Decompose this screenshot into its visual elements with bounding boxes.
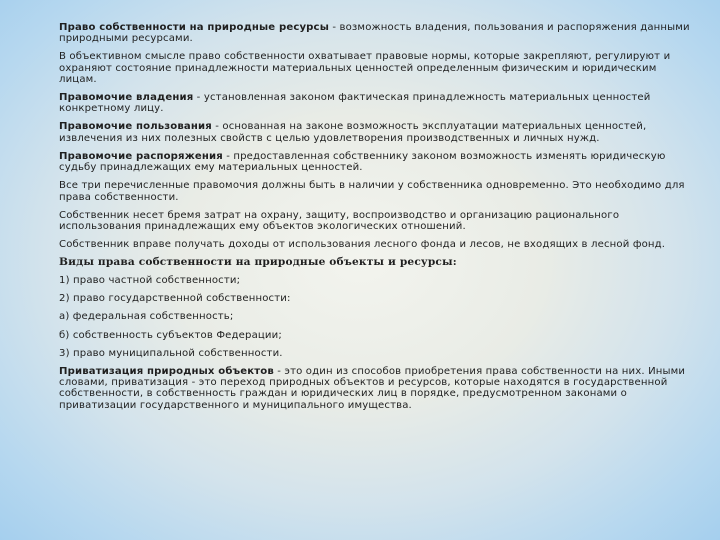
text-income: Собственник вправе получать доходы от использования лесного фонда и лесов, не входящих в лесной фонд. [59, 239, 666, 251]
paragraph-income [59, 239, 691, 250]
text-burden: Собственник несет бремя затрат на охрану, защиту, воспроизводство и организацию рационального использования принадлежащих ему объектов экологических отношений. [59, 209, 620, 232]
definition-use: - основанная на законе возможность эксплуатации материальных ценностей, извлечения из них полезных свойств с целью удовлетворения производственных и личных нужд. [59, 121, 647, 144]
paragraph-burden [59, 210, 691, 233]
text-all-three: Все три перечисленные правомочия должны быть в наличии у собственника одновременно. Это необходимо для права собственности. [59, 180, 685, 203]
text-objective-sense: В объективном смысле право собственности охватывает правовые нормы, которые закрепляют, регулируют и охраняют состояние принадлежности материальных ценностей определенным физическим и юридическим лицам. [59, 51, 671, 85]
type-item-municipal: 3) право муниципальной собственности. [59, 347, 283, 359]
paragraph-privatization [59, 366, 691, 411]
definition-ownership-right: - возможность владения, пользования и распоряжения данными природными ресурсами. [59, 22, 690, 45]
paragraph-all-three [59, 180, 691, 203]
term-use: Правомочие пользования [59, 121, 212, 133]
definition-privatization: - это один из способов приобретения права собственности на них. Иными словами, приватизация - это переход природных объектов и ресурсов, которые находятся в государственной собственности, в собственность граждан и юридических лиц в порядке, предусмотренном законами о приватизации государственного и муниципального имущества. [59, 365, 686, 411]
term-privatization: Приватизация природных объектов [59, 365, 274, 377]
definition-possession: - установленная законом фактическая принадлежность материальных ценностей конкретному лицу. [59, 92, 651, 115]
paragraph-disposal [59, 151, 691, 174]
type-item-federal: а) федеральная собственность; [59, 311, 234, 323]
slide-content [59, 22, 691, 418]
term-disposal: Правомочие распоряжения [59, 150, 223, 162]
types-heading: Виды права собственности на природные объекты и ресурсы: [59, 256, 457, 269]
paragraph-ownership-right [59, 22, 691, 45]
paragraph-objective-sense [59, 51, 691, 85]
term-ownership-right: Право собственности на природные ресурсы [59, 22, 329, 33]
type-item-federation-subjects: б) собственность субъектов Федерации; [59, 329, 282, 341]
paragraph-use [59, 121, 691, 144]
term-possession: Правомочие владения [59, 92, 194, 104]
type-item-private: 1) право частной собственности; [59, 275, 241, 287]
paragraph-possession [59, 92, 691, 115]
type-item-state: 2) право государственной собственности: [59, 293, 291, 305]
definition-disposal: - предоставленная собственнику законом возможность изменять юридическую судьбу принадлежащих ему материальных ценностей. [59, 150, 666, 174]
